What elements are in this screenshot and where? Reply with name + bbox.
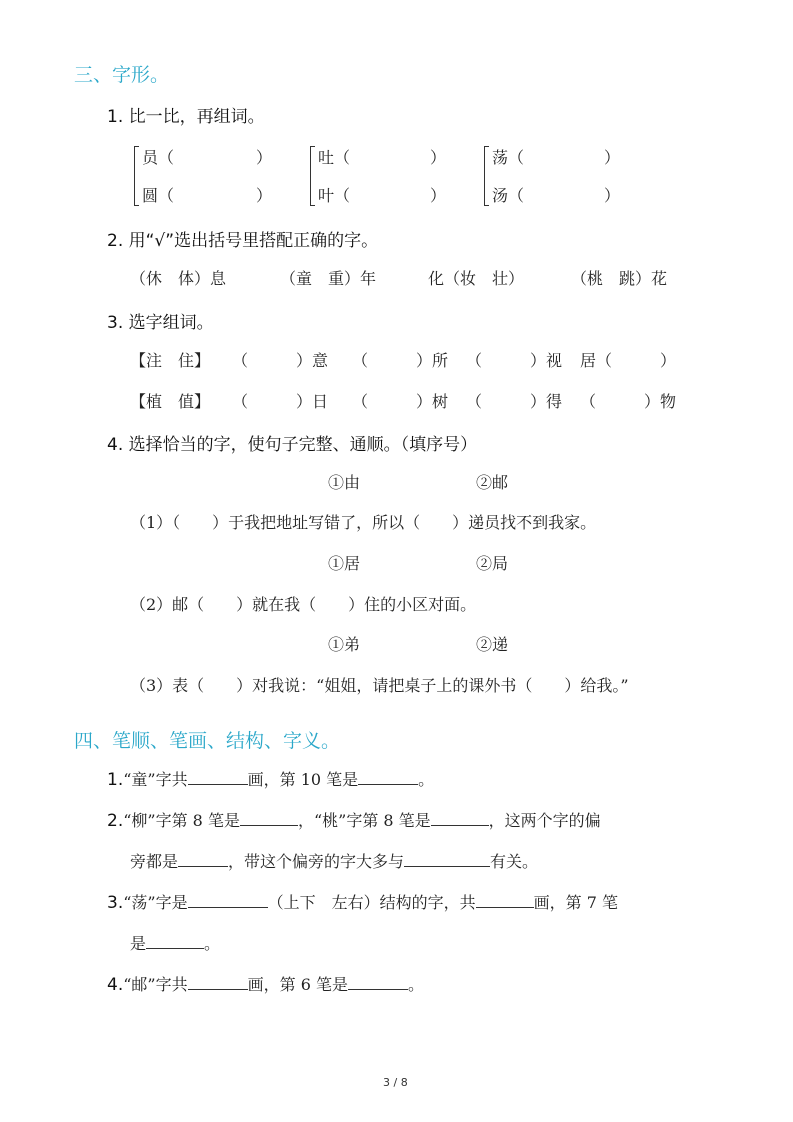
option-2: ②邮 <box>476 473 509 492</box>
sentence: （2）邮（ ）就在我（ ）住的小区对面。 <box>130 595 477 614</box>
q-text: 。 <box>418 770 435 789</box>
answer-blank[interactable] <box>431 809 489 826</box>
brace-icon <box>310 146 317 206</box>
option-1: ①居 <box>328 554 361 573</box>
brace-icon <box>134 146 141 206</box>
answer-blank[interactable] <box>188 891 268 908</box>
s4-q3-line2 <box>130 931 220 954</box>
pair-top-end: ） <box>604 148 621 167</box>
fill-item: （ ）意 <box>232 351 329 370</box>
s4-q3-line1 <box>107 890 618 913</box>
sentence: （3）表（ ）对我说：“姐姐，请把桌子上的课外书（ ）给我。” <box>130 676 629 695</box>
section-3-title: 三、字形。 <box>74 64 170 86</box>
s4-q1 <box>107 767 434 790</box>
q-text: 。 <box>204 934 221 953</box>
q-text: “柳”字第 8 笔是 <box>123 811 240 830</box>
answer-blank[interactable] <box>348 973 408 990</box>
option-1: ①弟 <box>328 635 361 654</box>
option-2: ②递 <box>476 635 509 654</box>
choice-item: （休 体）息 <box>130 269 227 288</box>
pair-top-end: ） <box>430 148 447 167</box>
row-label: 【植 值】 <box>130 392 211 411</box>
answer-blank[interactable] <box>404 850 490 867</box>
pair-bottom-char: 圆（ <box>142 186 175 205</box>
s4-q4 <box>107 972 424 995</box>
q-text: “邮”字共 <box>123 975 188 994</box>
fill-item: （ ）得 <box>466 392 563 411</box>
row-label: 【注 住】 <box>130 351 211 370</box>
option-2: ②局 <box>476 554 509 573</box>
fill-item: （ ）所 <box>352 351 449 370</box>
q-text: “童”字共 <box>123 770 188 789</box>
choice-item: （童 重）年 <box>280 269 377 288</box>
q-text: 旁都是 <box>130 852 179 871</box>
s4-q2-line2 <box>130 849 538 872</box>
question-number: 2. <box>107 811 124 831</box>
q3-title: 3. 选字组词。 <box>107 313 214 333</box>
q-text: （上下 左右）结构的字，共 <box>267 893 476 912</box>
q-text: 画，第 7 笔 <box>533 893 618 912</box>
question-number: 4. <box>107 975 124 995</box>
q-text: 有关。 <box>490 852 539 871</box>
option-1: ①由 <box>328 473 361 492</box>
fill-item: （ ）日 <box>232 392 329 411</box>
pair-bottom-char: 叶（ <box>318 186 351 205</box>
q1-title: 1. 比一比，再组词。 <box>107 107 265 127</box>
answer-blank[interactable] <box>178 850 228 867</box>
fill-item: （ ）视 <box>466 351 563 370</box>
answer-blank[interactable] <box>476 891 534 908</box>
question-number: 1. <box>107 770 124 790</box>
pair-bottom-end: ） <box>430 186 447 205</box>
q-text: 是 <box>130 934 147 953</box>
q-text: ，这两个字的偏 <box>488 811 601 830</box>
fill-item: （ ）物 <box>580 392 677 411</box>
q-text: 画，第 6 笔是 <box>247 975 348 994</box>
answer-blank[interactable] <box>188 973 248 990</box>
answer-blank[interactable] <box>240 809 298 826</box>
answer-blank[interactable] <box>358 768 418 785</box>
brace-icon <box>484 146 491 206</box>
fill-item: 居（ ） <box>580 351 677 370</box>
pair-top-end: ） <box>256 148 273 167</box>
q-text: ，“桃”字第 8 笔是 <box>297 811 431 830</box>
q-text: “荡”字是 <box>123 893 188 912</box>
s4-q2-line1 <box>107 808 601 831</box>
pair-bottom-char: 汤（ <box>492 186 525 205</box>
section-4-title: 四、笔顺、笔画、结构、字义。 <box>74 730 341 752</box>
pair-top-char: 荡（ <box>492 148 525 167</box>
answer-blank[interactable] <box>146 932 204 949</box>
page-number: 3 / 8 <box>383 1076 408 1089</box>
q2-title: 2. 用“√”选出括号里搭配正确的字。 <box>107 231 379 251</box>
pair-bottom-end: ） <box>604 186 621 205</box>
pair-bottom-end: ） <box>256 186 273 205</box>
q-text: 。 <box>407 975 424 994</box>
pair-top-char: 员（ <box>142 148 175 167</box>
q-text: 画，第 10 笔是 <box>247 770 359 789</box>
question-number: 3. <box>107 893 124 913</box>
sentence: （1）（ ）于我把地址写错了，所以（ ）递员找不到我家。 <box>130 513 597 532</box>
pair-top-char: 吐（ <box>318 148 351 167</box>
q-text: ，带这个偏旁的字大多与 <box>228 852 405 871</box>
fill-item: （ ）树 <box>352 392 449 411</box>
q4-title: 4. 选择恰当的字，使句子完整、通顺。（填序号） <box>107 435 478 455</box>
choice-item: （桃 跳）花 <box>571 269 668 288</box>
answer-blank[interactable] <box>188 768 248 785</box>
choice-item: 化（妆 壮） <box>428 269 525 288</box>
